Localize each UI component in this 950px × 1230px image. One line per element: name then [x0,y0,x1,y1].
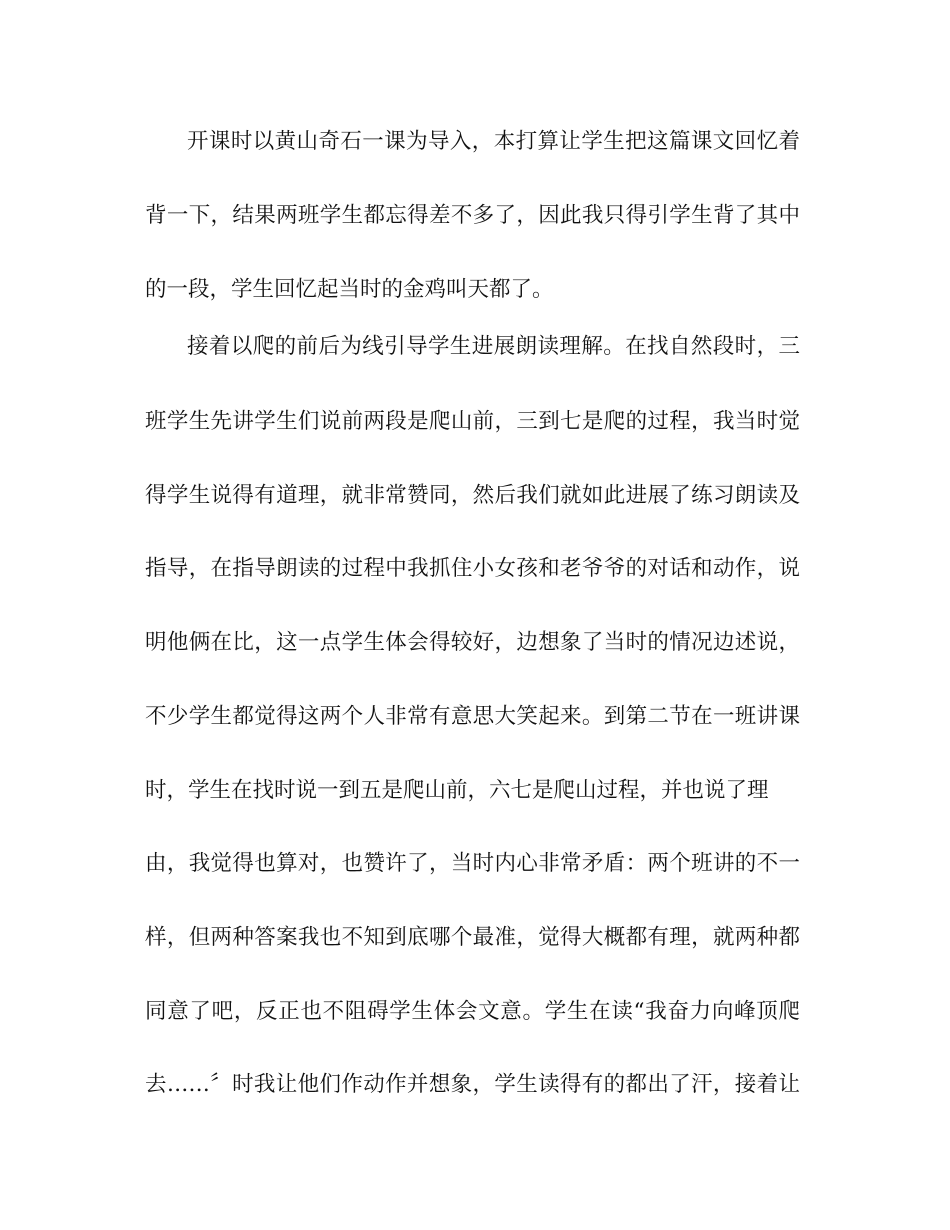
text-line: 开课时以黄山奇石一课为导入，本打算让学生把这篇课文回忆着 [187,129,800,154]
text-line: 背一下，结果两班学生都忘得差不多了，因此我只得引学生背了其中 [145,203,800,228]
text-line: 班学生先讲学生们说前两段是爬山前，三到七是爬的过程，我当时觉 [145,409,800,434]
text-line: 时，学生在找时说一到五是爬山前，六七是爬山过程，并也说了理 [145,778,769,803]
text-line: 样，但两种答案我也不知到底哪个最准，觉得大概都有理，就两种都 [145,925,800,950]
text-line: 明他俩在比，这一点学生体会得较好，边想象了当时的情况边述说， [145,630,800,655]
text-line: 的一段，学生回忆起当时的金鸡叫天都了。 [145,277,554,302]
text-line: 同意了吧，反正也不阻碍学生体会文意。学生在读“我奋力向峰顶爬 [145,999,800,1024]
text-line: 去……〞时我让他们作动作并想象，学生读得有的都出了汗，接着让 [145,1072,800,1097]
text-line: 得学生说得有道理，就非常赞同，然后我们就如此进展了练习朗读及 [145,483,800,508]
text-line: 指导，在指导朗读的过程中我抓住小女孩和老爷爷的对话和动作，说 [145,556,800,581]
text-line: 不少学生都觉得这两个人非常有意思大笑起来。到第二节在一班讲课 [145,704,800,729]
text-line: 由，我觉得也算对，也赞许了，当时内心非常矛盾：两个班讲的不一 [145,851,800,876]
text-line: 接着以爬的前后为线引导学生进展朗读理解。在找自然段时，三 [187,334,800,359]
